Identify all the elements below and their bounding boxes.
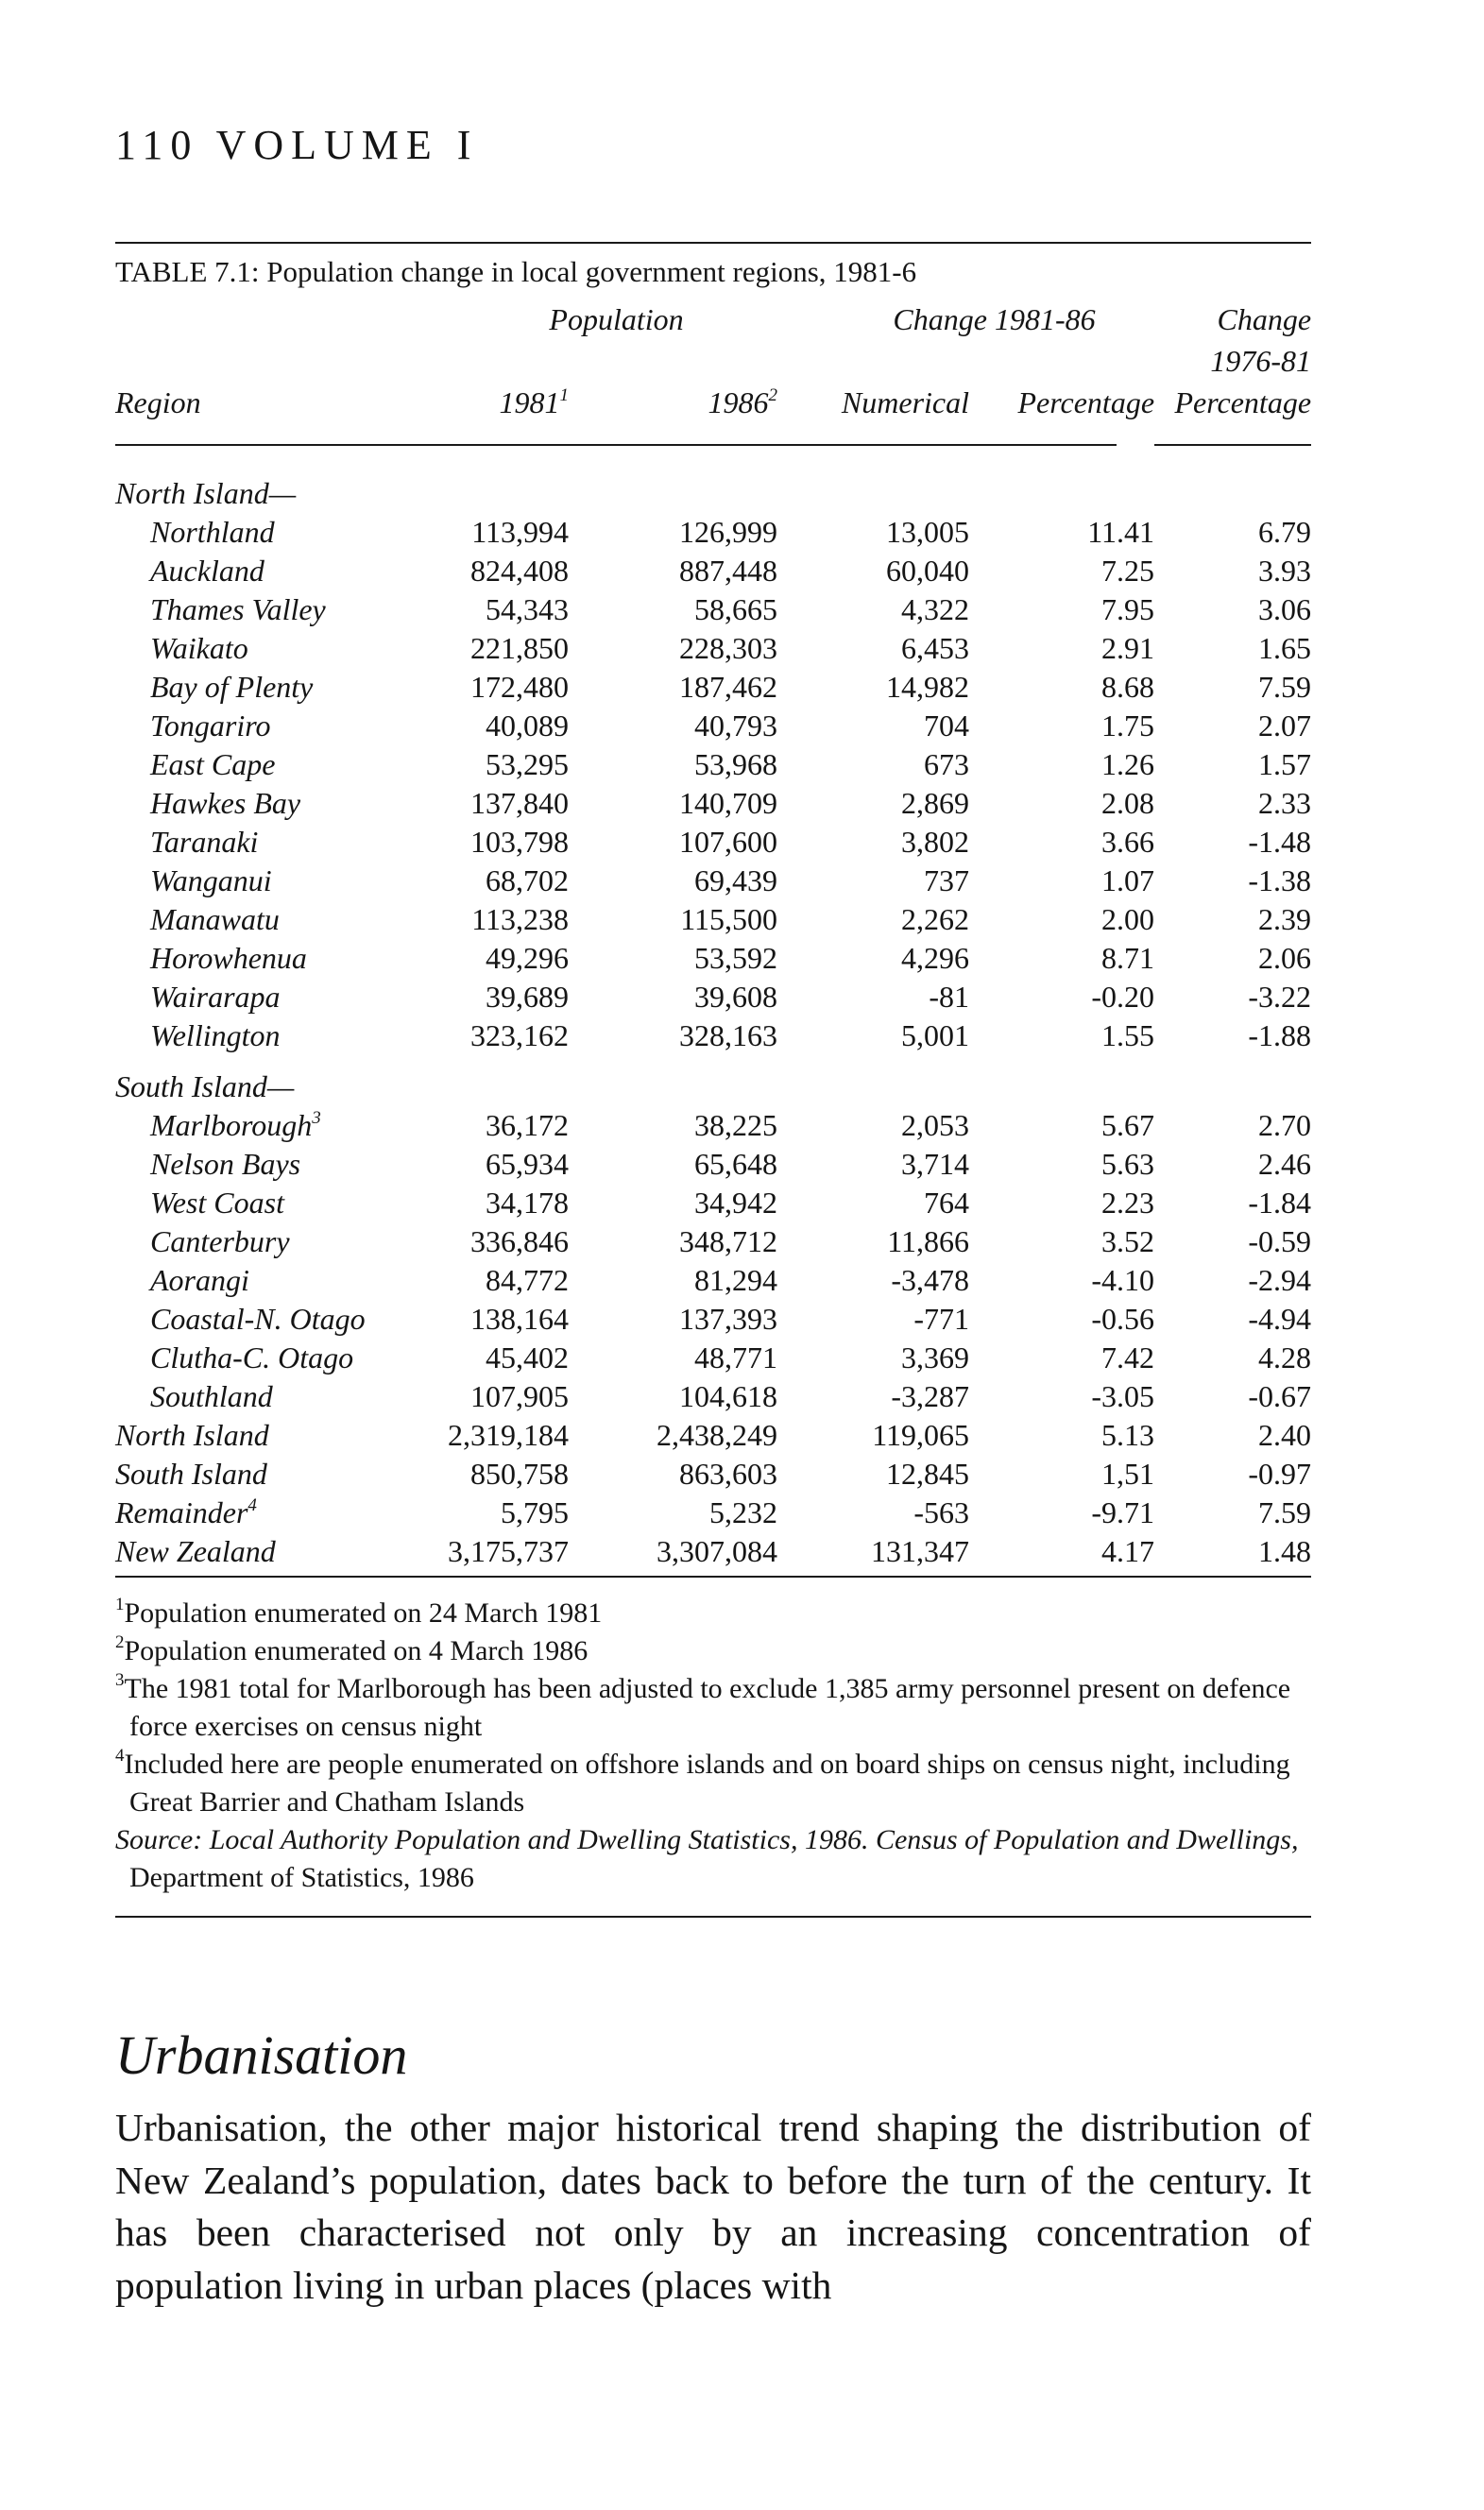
percentage-change-cell: 4.17 [1101,1534,1155,1568]
region-cell: Northland [150,515,275,549]
percentage-change-cell: 8.68 [1101,670,1155,704]
region-cell: Wanganui [150,863,272,897]
change-76-81-cell: 2.46 [1258,1147,1312,1181]
population-1981-cell: 40,089 [486,709,569,743]
population-1981-cell: 36,172 [486,1108,569,1142]
population-1986-cell: 348,712 [679,1224,777,1258]
change-76-81-cell: 3.06 [1258,592,1312,626]
change-76-81-cell: 2.07 [1258,709,1312,743]
population-1981-cell: 3,175,737 [448,1534,569,1568]
change-76-81-cell: 1.65 [1258,631,1312,665]
table-row [115,707,1311,745]
population-1981-cell: 103,798 [470,825,569,859]
numerical-change-cell: 13,005 [886,515,969,549]
numerical-change-cell: 2,869 [901,786,969,820]
numerical-change-cell: 673 [924,747,969,781]
footnote-mark: 4 [115,1746,125,1766]
region-cell: East Cape [150,747,276,781]
population-header: Population [549,302,684,336]
population-1986-cell: 65,648 [694,1147,777,1181]
population-1981-cell: 824,408 [470,554,569,588]
percentage-change-cell: -4.10 [1091,1263,1155,1297]
numerical-change-cell: 131,347 [871,1534,969,1568]
table-bottom-rule [115,1576,1311,1578]
running-head: 110 VOLUME I [115,122,479,168]
table-row [115,862,1311,900]
table-row [115,590,1311,629]
table-row [115,1300,1311,1339]
region-cell: Hawkes Bay [150,786,301,820]
table-row [115,552,1311,590]
population-1981-cell: 39,689 [486,980,569,1014]
region-cell: New Zealand [115,1534,276,1568]
table-row [115,1416,1311,1455]
change-76-81-cell: 2.40 [1258,1418,1312,1452]
change-76-81-cell: 4.28 [1258,1340,1312,1375]
percentage-change-cell: 2.23 [1101,1186,1155,1220]
population-1981-cell: 172,480 [470,670,569,704]
percentage-76-81-header: Percentage [1174,385,1312,419]
region-cell: Thames Valley [150,592,326,626]
table-row [115,1339,1311,1377]
numerical-change-cell: -3,287 [891,1379,969,1413]
north-island-group-label: North Island— [115,475,297,510]
population-1981-cell: 68,702 [486,863,569,897]
change-76-81-cell: 2.70 [1258,1108,1312,1142]
population-1986-cell: 863,603 [679,1457,777,1491]
population-1986-cell: 3,307,084 [657,1534,777,1568]
numerical-change-cell: 119,065 [872,1418,969,1452]
year-1986-header: 1986$^2$ [708,385,777,419]
population-1981-cell: 336,846 [470,1224,569,1258]
table-row [115,900,1311,939]
header-underline-change [1154,444,1311,446]
numerical-change-cell: 4,296 [901,941,969,975]
region-cell: Aorangi [150,1263,249,1297]
percentage-change-cell: 2.00 [1101,902,1155,936]
percentage-change-cell: 1.75 [1101,709,1155,743]
footnote-mark: 3 [115,1670,125,1690]
population-1981-cell: 84,772 [486,1263,569,1297]
change-76-81-cell: -4.94 [1248,1302,1312,1336]
header-underline-main [115,444,1117,446]
footnote: $^3$The 1981 total for Marlborough has been adjusted to exclude 1,385 army personnel present on defence force exercises on census night [115,1670,1291,1742]
change-76-81-cell: 1.57 [1258,747,1312,781]
table-row [115,1145,1311,1184]
population-1981-cell: 2,319,184 [448,1418,569,1452]
population-1986-cell: 48,771 [694,1340,777,1375]
footnote-mark: 2 [768,385,777,405]
percentage-change-cell: 1.07 [1101,863,1155,897]
footnote-mark: 1 [559,385,569,405]
region-cell: Marlborough$^3$ [150,1108,321,1142]
percentage-change-cell: -3.05 [1091,1379,1155,1413]
percentage-change-cell: 2.91 [1101,631,1155,665]
numerical-change-cell: 11,866 [887,1224,969,1258]
numerical-change-cell: 3,369 [901,1340,969,1375]
percentage-change-cell: 8.71 [1101,941,1155,975]
south-island-group-label: South Island— [115,1069,295,1103]
table-row [115,1106,1311,1145]
numerical-change-cell: 764 [924,1186,969,1220]
population-1986-cell: 137,393 [679,1302,777,1336]
percentage-change-cell: 3.52 [1101,1224,1155,1258]
population-1986-cell: 140,709 [679,786,777,820]
change-76-81-cell: -0.67 [1248,1379,1312,1413]
population-1981-cell: 65,934 [486,1147,569,1181]
percentage-change-cell: 3.66 [1101,825,1155,859]
population-1986-cell: 115,500 [680,902,777,936]
change-76-81-cell: 2.39 [1258,902,1312,936]
change-76-81-cell: 7.59 [1258,670,1312,704]
region-cell: Waikato [150,631,248,665]
table-row [115,668,1311,707]
population-1986-cell: 328,163 [679,1018,777,1052]
body-paragraph: Urbanisation, the other major historical trend shaping the distribution of New Zealand’s population, dates back to before the turn of the century. It has been characterised not only by an increasing concentration of population living in urban places (places with [115,2106,1311,2307]
change-76-81-cell: -1.84 [1248,1186,1312,1220]
change-76-81-cell: 2.06 [1258,941,1312,975]
region-cell: Coastal-N. Otago [150,1302,366,1336]
table-row [115,1016,1311,1055]
table-row [115,1184,1311,1222]
percentage-change-cell: -0.20 [1091,980,1155,1014]
population-1986-cell: 69,439 [694,863,777,897]
change-81-86-header: Change 1981-86 [893,302,1096,336]
numerical-change-cell: 6,453 [901,631,969,665]
footnote: $^1$Population enumerated on 24 March 1981 [115,1595,603,1629]
table-row [115,978,1311,1016]
population-1986-cell: 107,600 [679,825,777,859]
population-1981-cell: 221,850 [470,631,569,665]
population-1981-cell: 850,758 [470,1457,569,1491]
population-1986-cell: 53,968 [694,747,777,781]
region-cell: Clutha-C. Otago [150,1340,354,1375]
table-row [115,1222,1311,1261]
population-1981-cell: 53,295 [486,747,569,781]
table-top-rule [115,242,1311,244]
percentage-change-cell: 1.26 [1101,747,1155,781]
population-1986-cell: 104,618 [679,1379,777,1413]
numerical-change-cell: -563 [913,1495,969,1529]
change-76-81-cell: 6.79 [1258,515,1312,549]
numerical-change-cell: 60,040 [886,554,969,588]
percentage-change-cell: 7.42 [1101,1340,1155,1375]
table-row [115,784,1311,823]
population-1986-cell: 81,294 [694,1263,777,1297]
region-cell: Canterbury [150,1224,290,1258]
table-row [115,745,1311,784]
numerical-change-cell: -3,478 [891,1263,969,1297]
numerical-change-cell: 737 [924,863,969,897]
change-76-81-cell: -2.94 [1248,1263,1312,1297]
change-76-81-header-line1: Change [1217,302,1312,336]
population-1981-cell: 5,795 [501,1495,569,1529]
percentage-change-cell: -0.56 [1091,1302,1155,1336]
population-1981-cell: 49,296 [486,941,569,975]
percentage-change-cell: 5.13 [1101,1418,1155,1452]
percentage-change-cell: 5.67 [1101,1108,1155,1142]
region-cell: Remainder$^4$ [115,1495,257,1529]
change-76-81-cell: -1.38 [1248,863,1312,897]
numerical-change-cell: 3,802 [901,825,969,859]
footnote-mark: 3 [312,1108,321,1128]
footnote-mark: 1 [115,1595,125,1614]
footnote: $^2$Population enumerated on 4 March 1986 [115,1632,588,1666]
region-header: Region [115,385,201,419]
population-1986-cell: 126,999 [679,515,777,549]
percentage-change-cell: -9.71 [1091,1495,1155,1529]
region-cell: Wairarapa [150,980,281,1014]
table-caption: TABLE 7.1: Population change in local government regions, 1981-6 [115,255,917,288]
population-1981-cell: 113,994 [471,515,569,549]
footnote: $^4$Included here are people enumerated on offshore islands and on board ships on census night, including Great Barrier and Chatham Islands [115,1746,1290,1818]
change-76-81-cell: 3.93 [1258,554,1312,588]
population-1986-cell: 38,225 [694,1108,777,1142]
table-row [115,823,1311,862]
population-1986-cell: 58,665 [694,592,777,626]
table-row [115,1377,1311,1416]
region-cell: Auckland [150,554,264,588]
population-1981-cell: 34,178 [486,1186,569,1220]
region-cell: North Island [115,1418,269,1452]
population-1986-cell: 228,303 [679,631,777,665]
numerical-change-cell: 2,262 [901,902,969,936]
region-cell: Tongariro [150,709,271,743]
change-76-81-header-line2: 1976-81 [1210,344,1312,378]
percentage-change-cell: 5.63 [1101,1147,1155,1181]
change-76-81-cell: -0.97 [1248,1457,1312,1491]
footnotes [115,1595,1311,1897]
footnote-mark: 4 [247,1495,257,1515]
numerical-change-cell: 704 [924,709,969,743]
region-cell: West Coast [150,1186,284,1220]
table-row [115,939,1311,978]
percentage-change-cell: 1.55 [1101,1018,1155,1052]
population-1986-cell: 5,232 [709,1495,777,1529]
numerical-change-cell: 14,982 [886,670,969,704]
change-76-81-cell: 1.48 [1258,1534,1312,1568]
numerical-change-cell: 12,845 [886,1457,969,1491]
year-1981-header: 1981$^1$ [499,385,569,419]
population-1986-cell: 53,592 [694,941,777,975]
percentage-header: Percentage [1017,385,1155,419]
percentage-change-cell: 2.08 [1101,786,1155,820]
region-cell: South Island [115,1457,267,1491]
population-1981-cell: 45,402 [486,1340,569,1375]
numerical-change-cell: 5,001 [901,1018,969,1052]
region-cell: Bay of Plenty [150,670,314,704]
population-1981-cell: 107,905 [470,1379,569,1413]
region-cell: Horowhenua [150,941,307,975]
population-1981-cell: 54,343 [486,592,569,626]
notes-bottom-rule [115,1916,1311,1918]
change-76-81-cell: 7.59 [1258,1495,1312,1529]
population-1981-cell: 113,238 [471,902,569,936]
footnote-mark: 2 [115,1632,125,1652]
change-76-81-cell: -1.48 [1248,825,1312,859]
percentage-change-cell: 7.95 [1101,592,1155,626]
table-row [115,1532,1311,1571]
population-1986-cell: 39,608 [694,980,777,1014]
population-1981-cell: 137,840 [470,786,569,820]
population-1986-cell: 2,438,249 [657,1418,777,1452]
source-note: Source: Local Authority Population and Dwelling Statistics, 1986. Census of Population and Dwellings, Department of Statistics, 1986 [115,1824,1299,1893]
change-76-81-cell: -0.59 [1248,1224,1312,1258]
table-row [115,1455,1311,1494]
table-row [115,629,1311,668]
population-1986-cell: 887,448 [679,554,777,588]
table-body [115,433,1311,1571]
population-1986-cell: 40,793 [694,709,777,743]
table-row [115,1261,1311,1300]
change-76-81-cell: -1.88 [1248,1018,1312,1052]
numerical-change-cell: -771 [913,1302,969,1336]
population-1981-cell: 138,164 [470,1302,569,1336]
region-cell: Nelson Bays [150,1147,301,1181]
table-row [115,513,1311,552]
percentage-change-cell: 1,51 [1101,1457,1155,1491]
percentage-change-cell: 7.25 [1101,554,1155,588]
table-row [115,1494,1311,1532]
change-76-81-cell: -3.22 [1248,980,1312,1014]
region-cell: Manawatu [150,902,280,936]
population-1986-cell: 187,462 [679,670,777,704]
percentage-change-cell: 11.41 [1087,515,1155,549]
section-title: Urbanisation [115,2024,408,2086]
change-76-81-cell: 2.33 [1258,786,1312,820]
region-cell: Southland [150,1379,273,1413]
region-cell: Taranaki [150,825,259,859]
population-1986-cell: 34,942 [694,1186,777,1220]
numerical-change-cell: 2,053 [901,1108,969,1142]
numerical-change-cell: 3,714 [901,1147,969,1181]
region-cell: Wellington [150,1018,281,1052]
numerical-change-cell: 4,322 [901,592,969,626]
numerical-change-cell: -81 [929,980,969,1014]
population-1981-cell: 323,162 [470,1018,569,1052]
population-table [115,300,1311,1571]
numerical-header: Numerical [841,385,969,419]
